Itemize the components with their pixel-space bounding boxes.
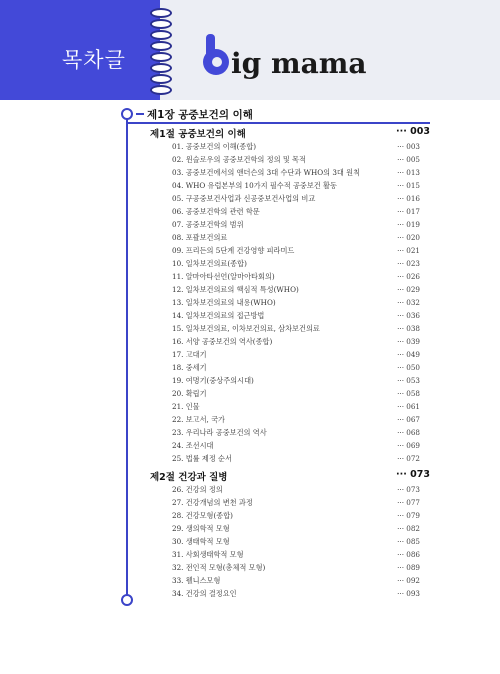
toc-item-page: ··· 093: [397, 589, 420, 598]
toc-item-title: 03. 공중보건에서의 앤더슨의 3대 수단과 WHO의 3대 원칙: [172, 168, 361, 177]
toc-item-page: ··· 003: [397, 142, 420, 151]
toc-item-title: 24. 조선시대: [172, 441, 214, 450]
toc-item-title: 31. 사회생태학적 모형: [172, 550, 244, 559]
toc-item-page: ··· 020: [397, 233, 420, 242]
section-page: ··· 003: [396, 126, 430, 137]
toc-item[interactable]: [172, 298, 420, 310]
toc-item[interactable]: [172, 259, 420, 271]
toc-item-title: 15. 일차보건의료, 이차보건의료, 삼차보건의료: [172, 324, 320, 333]
toc-item-title: 28. 건강모형(종합): [172, 511, 233, 520]
toc-item-title: 04. WHO 유럽본부의 10가지 필수적 공중보건 활동: [172, 181, 337, 190]
toc-item-title: 12. 일차보건의료의 핵심적 특성(WHO): [172, 285, 299, 294]
section-heading[interactable]: [150, 469, 430, 483]
toc-item-page: ··· 072: [397, 454, 420, 463]
toc-item-title: 01. 공중보건의 이해(종합): [172, 142, 257, 151]
toc-item[interactable]: [172, 524, 420, 536]
thumb-b-icon: [200, 34, 230, 76]
toc-item-title: 16. 서양 공중보건의 역사(종합): [172, 337, 273, 346]
toc-item-title: 14. 일차보건의료의 접근방법: [172, 311, 265, 320]
toc-item-page: ··· 085: [397, 537, 420, 546]
toc-item-page: ··· 082: [397, 524, 420, 533]
timeline-node-bottom: [121, 594, 133, 606]
toc-item-page: ··· 026: [397, 272, 420, 281]
timeline-node-top: [121, 108, 133, 120]
toc-item[interactable]: [172, 272, 420, 284]
toc-item-page: ··· 092: [397, 576, 420, 585]
toc-item[interactable]: [172, 537, 420, 549]
toc-item-title: 22. 보고서, 국가: [172, 415, 226, 424]
toc-item[interactable]: [172, 402, 420, 414]
section-heading[interactable]: [150, 126, 430, 140]
toc-item-title: 18. 중세기: [172, 363, 207, 372]
toc-item-title: 02. 윈슬로우의 공중보건학의 정의 및 목적: [172, 155, 306, 164]
chapter-title: 제1장 공중보건의 이해: [147, 109, 253, 121]
toc-item-page: ··· 053: [397, 376, 420, 385]
toc-item[interactable]: [172, 441, 420, 453]
toc-item[interactable]: [172, 576, 420, 588]
toc-item[interactable]: [172, 428, 420, 440]
toc-item-title: 27. 건강개념의 변천 과정: [172, 498, 253, 507]
toc-item-title: 32. 전인적 모형(총체적 모형): [172, 563, 266, 572]
toc-item[interactable]: [172, 363, 420, 375]
toc-item-page: ··· 067: [397, 415, 420, 424]
toc-item-page: ··· 086: [397, 550, 420, 559]
toc-item[interactable]: [172, 337, 420, 349]
chapter-rule: [128, 122, 430, 124]
toc-item[interactable]: [172, 142, 420, 154]
toc-item-page: ··· 029: [397, 285, 420, 294]
toc-item-title: 20. 확립기: [172, 389, 207, 398]
toc-item-page: ··· 061: [397, 402, 420, 411]
toc-item-page: ··· 032: [397, 298, 420, 307]
spiral-binding: [150, 8, 172, 100]
toc-item-title: 11. 알마아타선언(알마아타회의): [172, 272, 275, 281]
toc-item-page: ··· 058: [397, 389, 420, 398]
section-title: 제1절 공중보건의 이해: [150, 129, 246, 140]
toc-item-title: 21. 인물: [172, 402, 200, 411]
toc-item-title: 19. 여명기(중상주의시대): [172, 376, 254, 385]
toc-item-title: 13. 일차보건의료의 내용(WHO): [172, 298, 276, 307]
toc-item-page: ··· 079: [397, 511, 420, 520]
toc-item[interactable]: [172, 485, 420, 497]
toc-item-page: ··· 073: [397, 485, 420, 494]
toc-item[interactable]: [172, 454, 420, 466]
toc-item[interactable]: [172, 376, 420, 388]
toc-item[interactable]: [172, 498, 420, 510]
toc-item-title: 08. 포괄보건의료: [172, 233, 228, 242]
toc-item-title: 30. 생태학적 모형: [172, 537, 230, 546]
toc-item[interactable]: [172, 563, 420, 575]
toc-item[interactable]: [172, 324, 420, 336]
toc-item-page: ··· 017: [397, 207, 420, 216]
logo-text: ig mama: [231, 47, 367, 80]
toc-item[interactable]: [172, 415, 420, 427]
toc-item-page: ··· 005: [397, 155, 420, 164]
toc-item[interactable]: [172, 511, 420, 523]
toc-item[interactable]: [172, 285, 420, 297]
toc-item-title: 09. 프리든의 5단계 건강영향 피라미드: [172, 246, 295, 255]
toc-item[interactable]: [172, 350, 420, 362]
toc-item-title: 33. 웰니스모형: [172, 576, 221, 585]
section-title: 제2절 건강과 질병: [150, 472, 228, 483]
toc-item-page: ··· 023: [397, 259, 420, 268]
toc-item-page: ··· 069: [397, 441, 420, 450]
toc-item-page: ··· 049: [397, 350, 420, 359]
toc-item-page: ··· 077: [397, 498, 420, 507]
toc-item[interactable]: [172, 155, 420, 167]
page-header: [0, 0, 500, 100]
toc-item-title: 07. 공중보건학의 범위: [172, 220, 244, 229]
toc-item-title: 06. 공중보건학의 관련 학문: [172, 207, 260, 216]
toc-item-title: 34. 건강의 결정요인: [172, 589, 237, 598]
toc-item-title: 10. 일차보건의료(종합): [172, 259, 247, 268]
toc-item[interactable]: [172, 168, 420, 180]
toc-item-title: 05. 구공중보건사업과 신공중보건사업의 비교: [172, 194, 316, 203]
toc-item-page: ··· 015: [397, 181, 420, 190]
toc-item-page: ··· 016: [397, 194, 420, 203]
toc-item[interactable]: [172, 589, 420, 601]
toc-item-page: ··· 021: [397, 246, 420, 255]
timeline-line: [126, 112, 128, 602]
toc-item-page: ··· 038: [397, 324, 420, 333]
toc-item[interactable]: [172, 389, 420, 401]
toc-item[interactable]: [172, 233, 420, 245]
toc-item[interactable]: [172, 311, 420, 323]
toc-item-page: ··· 036: [397, 311, 420, 320]
toc-item[interactable]: [172, 246, 420, 258]
section-page: ··· 073: [396, 469, 430, 480]
toc-item-title: 26. 건강의 정의: [172, 485, 223, 494]
toc-item-title: 29. 생의학적 모형: [172, 524, 230, 533]
toc-item-page: ··· 050: [397, 363, 420, 372]
header-title: 목차글: [62, 48, 126, 72]
toc-item-page: ··· 089: [397, 563, 420, 572]
toc-item-title: 23. 우리나라 공중보건의 역사: [172, 428, 267, 437]
toc-item-title: 17. 고대기: [172, 350, 207, 359]
toc-item-page: ··· 013: [397, 168, 420, 177]
toc-item-title: 25. 법률 제정 순서: [172, 454, 232, 463]
toc-item-page: ··· 039: [397, 337, 420, 346]
chapter-tick: [136, 113, 144, 115]
toc-item[interactable]: [172, 181, 420, 193]
toc-item-page: ··· 019: [397, 220, 420, 229]
toc-item[interactable]: [172, 194, 420, 206]
toc-item[interactable]: [172, 207, 420, 219]
toc-item[interactable]: [172, 550, 420, 562]
toc-item-page: ··· 068: [397, 428, 420, 437]
toc-item[interactable]: [172, 220, 420, 232]
